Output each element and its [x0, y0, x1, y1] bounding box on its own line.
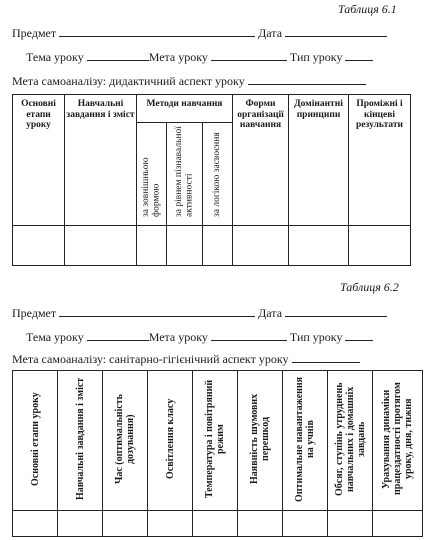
- header-principles: Домінантні принципи: [289, 95, 349, 226]
- goal-label: Мета уроку: [148, 50, 208, 64]
- topic-blank: [87, 59, 149, 61]
- header-col-2: Навчальні завдання і зміст: [58, 371, 103, 511]
- header-method-activity: за рівнем пізнавальної активності: [167, 123, 203, 226]
- header-method-logic: за логікою засвоєння: [203, 123, 233, 226]
- subject-line-1: [12, 26, 387, 41]
- table-cell: [373, 511, 423, 537]
- type-label-2: Тип уроку: [289, 330, 343, 344]
- analysis-blank: [248, 83, 366, 85]
- header-col-1: Основні етапи уроку: [13, 371, 58, 511]
- table-cell: [328, 511, 373, 537]
- table-cell: [289, 225, 349, 265]
- topic-line-1: [26, 50, 373, 65]
- table1-caption: Таблиця 6.1: [338, 2, 397, 16]
- sanitary-table: [12, 370, 423, 537]
- topic-label-2: Тема уроку: [26, 330, 84, 344]
- topic-line-2: [26, 330, 373, 345]
- table-cell: [167, 225, 203, 265]
- topic-blank-2: [87, 339, 149, 341]
- header-method-outer: за зовнішньою формою: [137, 123, 167, 226]
- header-forms: Форми організації навчання: [233, 95, 289, 226]
- date-blank-2: [285, 315, 387, 317]
- analysis-blank-2: [292, 361, 360, 363]
- subject-blank-2: [59, 315, 255, 317]
- header-col-7: Оптимальне навантаження на учнів: [283, 371, 328, 511]
- table-cell: [238, 511, 283, 537]
- table-row: [13, 225, 411, 265]
- table-cell: [103, 511, 148, 537]
- header-col-4: Освітлення класу: [148, 371, 193, 511]
- header-stages: Основні етапи уроку: [13, 95, 65, 226]
- type-blank: [345, 59, 373, 61]
- goal-blank-2: [211, 339, 287, 341]
- table-cell: [58, 511, 103, 537]
- subject-label: Предмет: [12, 26, 57, 40]
- date-label: Дата: [258, 26, 283, 40]
- table-cell: [148, 511, 193, 537]
- table-cell: [349, 225, 411, 265]
- header-results: Проміжні і кінцеві результати: [349, 95, 411, 226]
- analysis-goal-line-2: [12, 352, 360, 367]
- type-blank-2: [345, 339, 373, 341]
- table-cell: [137, 225, 167, 265]
- subject-line-2: [12, 306, 387, 321]
- topic-label: Тема уроку: [26, 50, 84, 64]
- type-label: Тип уроку: [289, 50, 343, 64]
- header-col-5: Температура і повітряний режим: [193, 371, 238, 511]
- header-col-3: Час (оптимальність дозування): [103, 371, 148, 511]
- header-methods: Методи навчання: [137, 95, 233, 123]
- table-cell: [13, 511, 58, 537]
- didactic-table: [12, 94, 411, 266]
- table-cell: [13, 225, 65, 265]
- goal-label-2: Мета уроку: [148, 330, 208, 344]
- date-label-2: Дата: [258, 306, 283, 320]
- subject-label-2: Предмет: [12, 306, 57, 320]
- goal-blank: [211, 59, 287, 61]
- analysis-goal-2: Мета самоаналізу: санітарно-гігієнічний аспект уроку: [12, 352, 289, 366]
- header-tasks: Навчальні завдання і зміст: [65, 95, 137, 226]
- table-cell: [65, 225, 137, 265]
- header-col-9: Урахування динаміки працездатності протягом уроку, дня, тижня: [373, 371, 423, 511]
- table-row: [13, 511, 423, 537]
- analysis-goal: Мета самоаналізу: дидактичний аспект уроку: [12, 74, 245, 88]
- table-cell: [203, 225, 233, 265]
- analysis-goal-line-1: [12, 74, 366, 89]
- table2-caption: Таблиця 6.2: [340, 280, 399, 294]
- table-cell: [283, 511, 328, 537]
- table-cell: [233, 225, 289, 265]
- table-cell: [193, 511, 238, 537]
- subject-blank: [59, 35, 255, 37]
- date-blank: [285, 35, 387, 37]
- header-col-8: Обсяг, ступінь утруднень навчальних і домашніх завдань: [328, 371, 373, 511]
- header-col-6: Наявність шумових перешкод: [238, 371, 283, 511]
